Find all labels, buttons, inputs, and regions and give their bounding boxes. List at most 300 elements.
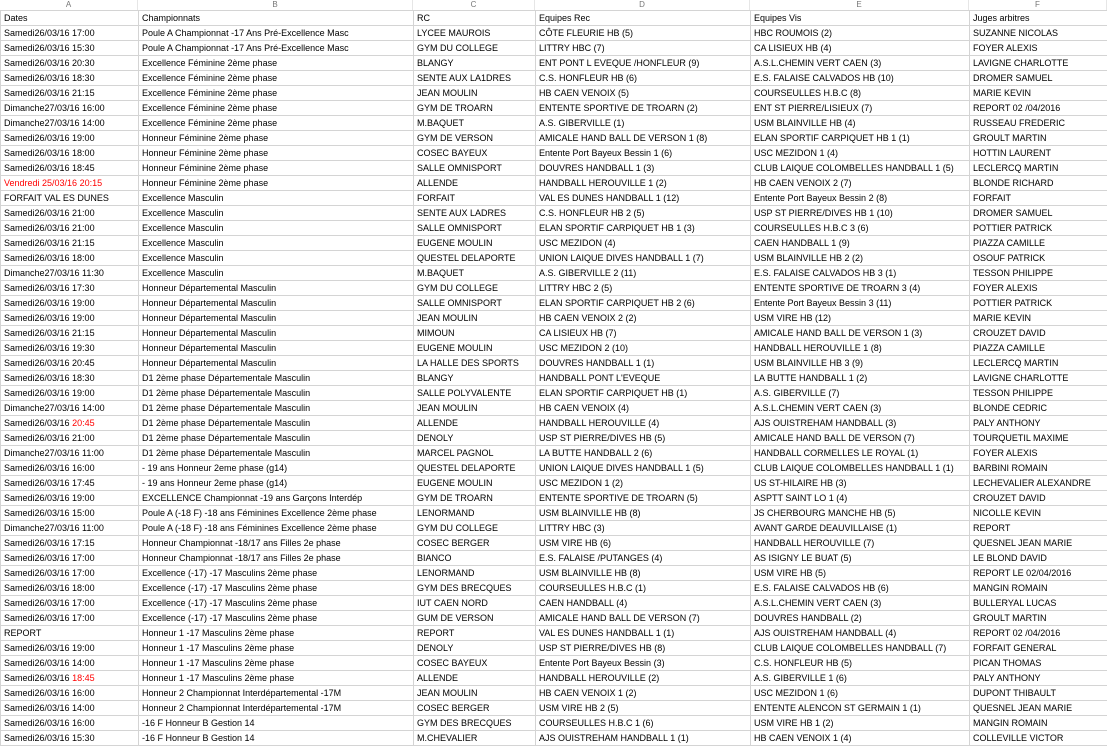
cell-rc[interactable]: JEAN MOULIN (414, 86, 536, 101)
cell-championnat[interactable]: Honneur Départemental Masculin (139, 341, 414, 356)
cell-date[interactable]: Samedi26/03/16 18:45 (1, 161, 139, 176)
cell-equipe-vis[interactable]: HANDBALL HEROUVILLE 1 (8) (751, 341, 970, 356)
cell-rc[interactable]: DENOLY (414, 431, 536, 446)
cell-equipe-vis[interactable]: CAEN HANDBALL 1 (9) (751, 236, 970, 251)
cell-juges[interactable]: NICOLLE KEVIN (970, 506, 1107, 521)
cell-equipe-vis[interactable]: ENT ST PIERRE/LISIEUX (7) (751, 101, 970, 116)
cell-date[interactable]: REPORT (1, 626, 139, 641)
cell-equipe-rec[interactable]: COURSEULLES H.B.C 1 (6) (536, 716, 751, 731)
cell-juges[interactable]: DROMER SAMUEL (970, 71, 1107, 86)
cell-juges[interactable]: POTTIER PATRICK (970, 221, 1107, 236)
cell-rc[interactable]: ALLENDE (414, 176, 536, 191)
cell-rc[interactable]: M.BAQUET (414, 266, 536, 281)
cell-equipe-vis[interactable]: AJS OUISTREHAM HANDBALL (3) (751, 416, 970, 431)
cell-rc[interactable]: JEAN MOULIN (414, 401, 536, 416)
cell-championnat[interactable]: Honneur 2 Championnat Interdépartemental -17M (139, 686, 414, 701)
cell-equipe-vis[interactable]: USM VIRE HB (12) (751, 311, 970, 326)
cell-equipe-rec[interactable]: USC MEZIDON 1 (2) (536, 476, 751, 491)
cell-juges[interactable]: MANGIN ROMAIN (970, 716, 1107, 731)
cell-equipe-vis[interactable]: A.S.L.CHEMIN VERT CAEN (3) (751, 56, 970, 71)
cell-equipe-rec[interactable]: USM VIRE HB 2 (5) (536, 701, 751, 716)
cell-championnat[interactable]: Excellence (-17) -17 Masculins 2ème phase (139, 596, 414, 611)
cell-championnat[interactable]: D1 2ème phase Départementale Masculin (139, 431, 414, 446)
cell-date[interactable]: Samedi26/03/16 18:00 (1, 146, 139, 161)
cell-equipe-vis[interactable]: C.S. HONFLEUR HB (5) (751, 656, 970, 671)
cell-championnat[interactable]: Excellence Féminine 2ème phase (139, 86, 414, 101)
cell-juges[interactable]: LECHEVALIER ALEXANDRE (970, 476, 1107, 491)
cell-equipe-vis[interactable]: USC MEZIDON 1 (6) (751, 686, 970, 701)
cell-rc[interactable]: GUM DE VERSON (414, 611, 536, 626)
cell-date[interactable]: Samedi26/03/16 17:00 (1, 26, 139, 41)
cell-rc[interactable]: SALLE POLYVALENTE (414, 386, 536, 401)
cell-rc[interactable]: BLANGY (414, 371, 536, 386)
cell-equipe-vis[interactable]: A.S.L.CHEMIN VERT CAEN (3) (751, 596, 970, 611)
cell-championnat[interactable]: -16 F Honneur B Gestion 14 (139, 731, 414, 746)
cell-equipe-vis[interactable]: ASPTT SAINT LO 1 (4) (751, 491, 970, 506)
cell-equipe-vis[interactable]: US ST-HILAIRE HB (3) (751, 476, 970, 491)
cell-date[interactable]: Samedi26/03/16 15:00 (1, 506, 139, 521)
header-equipes-vis[interactable]: Equipes Vis (751, 11, 970, 26)
cell-championnat[interactable]: Honneur Départemental Masculin (139, 311, 414, 326)
cell-equipe-rec[interactable]: AMICALE HAND BALL DE VERSON 1 (8) (536, 131, 751, 146)
cell-rc[interactable]: SENTE AUX LADRES (414, 206, 536, 221)
cell-championnat[interactable]: Excellence Féminine 2ème phase (139, 71, 414, 86)
cell-date[interactable]: Samedi26/03/16 19:00 (1, 131, 139, 146)
cell-championnat[interactable]: Poule A Championnat -17 Ans Pré-Excellence Masc (139, 41, 414, 56)
column-letter-b[interactable]: B (138, 0, 413, 10)
cell-equipe-rec[interactable]: UNION LAIQUE DIVES HANDBALL 1 (7) (536, 251, 751, 266)
cell-juges[interactable]: DUPONT THIBAULT (970, 686, 1107, 701)
cell-date[interactable]: Samedi26/03/16 17:00 (1, 566, 139, 581)
cell-equipe-vis[interactable]: USM BLAINVILLE HB (4) (751, 116, 970, 131)
cell-equipe-rec[interactable]: USP ST PIERRE/DIVES HB (5) (536, 431, 751, 446)
cell-rc[interactable]: GYM DES BRECQUES (414, 716, 536, 731)
cell-date[interactable]: Samedi26/03/16 21:00 (1, 431, 139, 446)
cell-rc[interactable]: GYM DES BRECQUES (414, 581, 536, 596)
cell-rc[interactable]: GYM DU COLLEGE (414, 41, 536, 56)
cell-championnat[interactable]: Honneur Féminine 2ème phase (139, 131, 414, 146)
cell-juges[interactable]: REPORT 02 /04/2016 (970, 101, 1107, 116)
cell-championnat[interactable]: Honneur Départemental Masculin (139, 281, 414, 296)
cell-championnat[interactable]: Honneur Départemental Masculin (139, 326, 414, 341)
cell-date[interactable]: Samedi26/03/16 16:00 (1, 461, 139, 476)
column-letter-c[interactable]: C (413, 0, 535, 10)
cell-date[interactable]: Samedi26/03/16 17:45 (1, 476, 139, 491)
cell-equipe-rec[interactable]: AMICALE HAND BALL DE VERSON (7) (536, 611, 751, 626)
cell-rc[interactable]: COSEC BAYEUX (414, 146, 536, 161)
cell-equipe-vis[interactable]: CLUB LAIQUE COLOMBELLES HANDBALL (7) (751, 641, 970, 656)
cell-equipe-vis[interactable]: ELAN SPORTIF CARPIQUET HB 1 (1) (751, 131, 970, 146)
cell-equipe-vis[interactable]: AVANT GARDE DEAUVILLAISE (1) (751, 521, 970, 536)
cell-equipe-vis[interactable]: USM VIRE HB (5) (751, 566, 970, 581)
cell-date[interactable]: Dimanche27/03/16 14:00 (1, 116, 139, 131)
cell-rc[interactable]: GYM DE TROARN (414, 491, 536, 506)
cell-rc[interactable]: COSEC BAYEUX (414, 656, 536, 671)
cell-equipe-vis[interactable]: A.S. GIBERVILLE (7) (751, 386, 970, 401)
cell-equipe-rec[interactable]: HANDBALL HEROUVILLE (2) (536, 671, 751, 686)
cell-juges[interactable]: LAVIGNE CHARLOTTE (970, 56, 1107, 71)
cell-rc[interactable]: FORFAIT (414, 191, 536, 206)
cell-championnat[interactable]: Poule A (-18 F) -18 ans Féminines Excellence 2ème phase (139, 506, 414, 521)
cell-championnat[interactable]: D1 2ème phase Départementale Masculin (139, 371, 414, 386)
cell-equipe-rec[interactable]: ENTENTE SPORTIVE DE TROARN (2) (536, 101, 751, 116)
cell-championnat[interactable]: D1 2ème phase Départementale Masculin (139, 416, 414, 431)
cell-juges[interactable]: REPORT LE 02/04/2016 (970, 566, 1107, 581)
header-dates[interactable]: Dates (1, 11, 139, 26)
cell-date[interactable]: Samedi26/03/16 19:00 (1, 641, 139, 656)
cell-championnat[interactable]: Excellence (-17) -17 Masculins 2ème phase (139, 566, 414, 581)
cell-equipe-vis[interactable]: HBC ROUMOIS (2) (751, 26, 970, 41)
cell-rc[interactable]: COSEC BERGER (414, 536, 536, 551)
cell-equipe-rec[interactable]: HB CAEN VENOIX (5) (536, 86, 751, 101)
cell-juges[interactable]: LECLERCQ MARTIN (970, 161, 1107, 176)
cell-rc[interactable]: DENOLY (414, 641, 536, 656)
cell-date[interactable]: Samedi26/03/16 18:30 (1, 71, 139, 86)
cell-date[interactable]: Samedi26/03/16 16:00 (1, 686, 139, 701)
cell-rc[interactable]: BLANGY (414, 56, 536, 71)
cell-equipe-vis[interactable]: ENTENTE SPORTIVE DE TROARN 3 (4) (751, 281, 970, 296)
cell-championnat[interactable]: D1 2ème phase Départementale Masculin (139, 401, 414, 416)
cell-equipe-vis[interactable]: E.S. FALAISE CALVADOS HB (6) (751, 581, 970, 596)
cell-date[interactable]: Samedi26/03/16 16:00 (1, 716, 139, 731)
cell-championnat[interactable]: Honneur Féminine 2ème phase (139, 176, 414, 191)
column-letter-e[interactable]: E (750, 0, 969, 10)
cell-juges[interactable]: MARIE KEVIN (970, 86, 1107, 101)
cell-rc[interactable]: QUESTEL DELAPORTE (414, 251, 536, 266)
cell-championnat[interactable]: Honneur Féminine 2ème phase (139, 161, 414, 176)
cell-championnat[interactable]: - 19 ans Honneur 2eme phase (g14) (139, 461, 414, 476)
cell-equipe-rec[interactable]: CAEN HANDBALL (4) (536, 596, 751, 611)
cell-equipe-vis[interactable]: HB CAEN VENOIX 1 (4) (751, 731, 970, 746)
cell-date[interactable]: Samedi26/03/16 19:30 (1, 341, 139, 356)
cell-juges[interactable]: OSOUF PATRICK (970, 251, 1107, 266)
cell-date[interactable]: Dimanche27/03/16 11:00 (1, 446, 139, 461)
cell-date[interactable]: Samedi26/03/16 20:45 (1, 356, 139, 371)
cell-rc[interactable]: LYCEE MAUROIS (414, 26, 536, 41)
cell-championnat[interactable]: D1 2ème phase Départementale Masculin (139, 386, 414, 401)
cell-juges[interactable]: QUESNEL JEAN MARIE (970, 536, 1107, 551)
cell-juges[interactable]: CROUZET DAVID (970, 491, 1107, 506)
cell-equipe-vis[interactable]: CA LISIEUX HB (4) (751, 41, 970, 56)
cell-championnat[interactable]: Excellence Féminine 2ème phase (139, 116, 414, 131)
cell-date[interactable]: Samedi26/03/16 17:00 (1, 596, 139, 611)
cell-championnat[interactable]: Honneur Championnat -18/17 ans Filles 2e phase (139, 536, 414, 551)
cell-juges[interactable]: RUSSEAU FREDERIC (970, 116, 1107, 131)
cell-juges[interactable]: TOURQUETIL MAXIME (970, 431, 1107, 446)
cell-rc[interactable]: EUGENE MOULIN (414, 476, 536, 491)
cell-equipe-rec[interactable]: ELAN SPORTIF CARPIQUET HB 1 (3) (536, 221, 751, 236)
cell-equipe-rec[interactable]: Entente Port Bayeux Bessin (3) (536, 656, 751, 671)
cell-equipe-vis[interactable]: E.S. FALAISE CALVADOS HB 3 (1) (751, 266, 970, 281)
cell-equipe-rec[interactable]: ELAN SPORTIF CARPIQUET HB (1) (536, 386, 751, 401)
cell-juges[interactable]: BULLERYAL LUCAS (970, 596, 1107, 611)
header-rc[interactable]: RC (414, 11, 536, 26)
cell-championnat[interactable]: Excellence Masculin (139, 206, 414, 221)
cell-date[interactable]: Samedi26/03/16 21:00 (1, 221, 139, 236)
cell-juges[interactable]: GROULT MARTIN (970, 611, 1107, 626)
cell-rc[interactable]: GYM DE VERSON (414, 131, 536, 146)
cell-equipe-rec[interactable]: VAL ES DUNES HANDBALL 1 (12) (536, 191, 751, 206)
cell-equipe-rec[interactable]: DOUVRES HANDBALL 1 (3) (536, 161, 751, 176)
cell-equipe-vis[interactable]: AS ISIGNY LE BUAT (5) (751, 551, 970, 566)
cell-equipe-vis[interactable]: USM VIRE HB 1 (2) (751, 716, 970, 731)
cell-equipe-rec[interactable]: LA BUTTE HANDBALL 2 (6) (536, 446, 751, 461)
cell-rc[interactable]: EUGENE MOULIN (414, 341, 536, 356)
cell-equipe-vis[interactable]: AMICALE HAND BALL DE VERSON 1 (3) (751, 326, 970, 341)
cell-equipe-rec[interactable]: A.S. GIBERVILLE (1) (536, 116, 751, 131)
cell-championnat[interactable]: D1 2ème phase Départementale Masculin (139, 446, 414, 461)
cell-date[interactable] (1, 671, 139, 686)
cell-juges[interactable]: TESSON PHILIPPE (970, 266, 1107, 281)
cell-equipe-vis[interactable]: COURSEULLES H.B.C 3 (6) (751, 221, 970, 236)
cell-equipe-vis[interactable]: USM BLAINVILLE HB 2 (2) (751, 251, 970, 266)
cell-equipe-vis[interactable]: E.S. FALAISE CALVADOS HB (10) (751, 71, 970, 86)
cell-equipe-vis[interactable]: DOUVRES HANDBALL (2) (751, 611, 970, 626)
cell-equipe-rec[interactable]: UNION LAIQUE DIVES HANDBALL 1 (5) (536, 461, 751, 476)
cell-rc[interactable]: SALLE OMNISPORT (414, 296, 536, 311)
cell-rc[interactable]: IUT CAEN NORD (414, 596, 536, 611)
cell-juges[interactable]: PIAZZA CAMILLE (970, 236, 1107, 251)
cell-juges[interactable]: BARBINI ROMAIN (970, 461, 1107, 476)
cell-championnat[interactable]: Excellence Masculin (139, 266, 414, 281)
cell-equipe-rec[interactable]: AJS OUISTREHAM HANDBALL 1 (1) (536, 731, 751, 746)
cell-rc[interactable]: LENORMAND (414, 506, 536, 521)
cell-championnat[interactable]: Honneur 1 -17 Masculins 2ème phase (139, 641, 414, 656)
cell-rc[interactable]: GYM DU COLLEGE (414, 521, 536, 536)
cell-championnat[interactable]: Honneur Féminine 2ème phase (139, 146, 414, 161)
cell-date[interactable]: Samedi26/03/16 18:00 (1, 581, 139, 596)
cell-equipe-rec[interactable]: Entente Port Bayeux Bessin 1 (6) (536, 146, 751, 161)
cell-equipe-vis[interactable]: COURSEULLES H.B.C (8) (751, 86, 970, 101)
cell-equipe-rec[interactable]: ENT PONT L EVEQUE /HONFLEUR (9) (536, 56, 751, 71)
cell-rc[interactable]: EUGENE MOULIN (414, 236, 536, 251)
cell-date[interactable]: Vendredi 25/03/16 20:15 (1, 176, 139, 191)
cell-equipe-vis[interactable]: AMICALE HAND BALL DE VERSON (7) (751, 431, 970, 446)
cell-equipe-vis[interactable]: HB CAEN VENOIX 2 (7) (751, 176, 970, 191)
cell-championnat[interactable]: Excellence Masculin (139, 251, 414, 266)
cell-rc[interactable]: ALLENDE (414, 416, 536, 431)
cell-championnat[interactable]: Excellence Masculin (139, 221, 414, 236)
cell-equipe-rec[interactable]: USM BLAINVILLE HB (8) (536, 506, 751, 521)
cell-equipe-rec[interactable]: USM BLAINVILLE HB (8) (536, 566, 751, 581)
cell-rc[interactable]: MARCEL PAGNOL (414, 446, 536, 461)
column-letter-f[interactable]: F (969, 0, 1107, 10)
cell-equipe-vis[interactable]: HANDBALL CORMELLES LE ROYAL (1) (751, 446, 970, 461)
cell-juges[interactable]: FOYER ALEXIS (970, 281, 1107, 296)
cell-championnat[interactable]: Excellence Féminine 2ème phase (139, 101, 414, 116)
cell-equipe-rec[interactable]: C.S. HONFLEUR HB 2 (5) (536, 206, 751, 221)
cell-juges[interactable]: BLONDE RICHARD (970, 176, 1107, 191)
cell-equipe-rec[interactable]: LITTRY HBC 2 (5) (536, 281, 751, 296)
cell-date[interactable]: Samedi26/03/16 15:30 (1, 731, 139, 746)
cell-date[interactable]: Dimanche27/03/16 11:30 (1, 266, 139, 281)
cell-date[interactable] (1, 416, 139, 431)
cell-rc[interactable]: LA HALLE DES SPORTS (414, 356, 536, 371)
cell-rc[interactable]: JEAN MOULIN (414, 311, 536, 326)
cell-juges[interactable]: REPORT 02 /04/2016 (970, 626, 1107, 641)
cell-equipe-vis[interactable]: USC MEZIDON 1 (4) (751, 146, 970, 161)
cell-juges[interactable]: MARIE KEVIN (970, 311, 1107, 326)
cell-equipe-rec[interactable]: E.S. FALAISE /PUTANGES (4) (536, 551, 751, 566)
cell-championnat[interactable]: Excellence Féminine 2ème phase (139, 56, 414, 71)
cell-rc[interactable]: LENORMAND (414, 566, 536, 581)
cell-date[interactable]: Samedi26/03/16 20:30 (1, 56, 139, 71)
cell-championnat[interactable]: Honneur 1 -17 Masculins 2ème phase (139, 656, 414, 671)
header-juges-arbitres[interactable]: Juges arbitres (970, 11, 1107, 26)
cell-championnat[interactable]: Excellence Masculin (139, 191, 414, 206)
cell-championnat[interactable]: EXCELLENCE Championnat -19 ans Garçons Interdép (139, 491, 414, 506)
cell-juges[interactable]: FOYER ALEXIS (970, 41, 1107, 56)
cell-date[interactable]: Samedi26/03/16 14:00 (1, 701, 139, 716)
cell-date[interactable]: Dimanche27/03/16 14:00 (1, 401, 139, 416)
cell-championnat[interactable]: -16 F Honneur B Gestion 14 (139, 716, 414, 731)
header-championnats[interactable]: Championnats (139, 11, 414, 26)
cell-date[interactable]: Samedi26/03/16 19:00 (1, 311, 139, 326)
cell-equipe-vis[interactable]: HANDBALL HEROUVILLE (7) (751, 536, 970, 551)
cell-equipe-vis[interactable]: A.S.L.CHEMIN VERT CAEN (3) (751, 401, 970, 416)
cell-championnat[interactable]: Poule A Championnat -17 Ans Pré-Excellence Masc (139, 26, 414, 41)
cell-date[interactable]: Samedi26/03/16 17:30 (1, 281, 139, 296)
cell-date[interactable]: Samedi26/03/16 19:00 (1, 491, 139, 506)
cell-juges[interactable]: PALY ANTHONY (970, 671, 1107, 686)
cell-equipe-rec[interactable]: ELAN SPORTIF CARPIQUET HB 2 (6) (536, 296, 751, 311)
cell-championnat[interactable]: Honneur Départemental Masculin (139, 296, 414, 311)
cell-equipe-rec[interactable]: LITTRY HBC (3) (536, 521, 751, 536)
cell-rc[interactable]: M.BAQUET (414, 116, 536, 131)
cell-equipe-rec[interactable]: USC MEZIDON (4) (536, 236, 751, 251)
cell-equipe-vis[interactable]: USP ST PIERRE/DIVES HB 1 (10) (751, 206, 970, 221)
cell-juges[interactable]: DROMER SAMUEL (970, 206, 1107, 221)
cell-date[interactable]: Samedi26/03/16 18:30 (1, 371, 139, 386)
cell-juges[interactable]: HOTTIN LAURENT (970, 146, 1107, 161)
cell-date[interactable]: Samedi26/03/16 18:00 (1, 251, 139, 266)
cell-equipe-rec[interactable]: A.S. GIBERVILLE 2 (11) (536, 266, 751, 281)
cell-date[interactable]: Samedi26/03/16 21:15 (1, 236, 139, 251)
cell-equipe-rec[interactable]: HB CAEN VENOIX 1 (2) (536, 686, 751, 701)
cell-equipe-rec[interactable]: USC MEZIDON 2 (10) (536, 341, 751, 356)
cell-date[interactable]: Samedi26/03/16 14:00 (1, 656, 139, 671)
cell-rc[interactable]: M.CHEVALIER (414, 731, 536, 746)
cell-juges[interactable]: COLLEVILLE VICTOR (970, 731, 1107, 746)
cell-rc[interactable]: JEAN MOULIN (414, 686, 536, 701)
cell-date[interactable]: Samedi26/03/16 21:15 (1, 326, 139, 341)
cell-date[interactable]: Dimanche27/03/16 11:00 (1, 521, 139, 536)
cell-date[interactable]: Samedi26/03/16 15:30 (1, 41, 139, 56)
cell-championnat[interactable]: Honneur Départemental Masculin (139, 356, 414, 371)
cell-rc[interactable]: REPORT (414, 626, 536, 641)
cell-equipe-rec[interactable]: DOUVRES HANDBALL 1 (1) (536, 356, 751, 371)
cell-championnat[interactable]: Excellence Masculin (139, 236, 414, 251)
cell-juges[interactable]: FORFAIT GENERAL (970, 641, 1107, 656)
cell-championnat[interactable]: - 19 ans Honneur 2eme phase (g14) (139, 476, 414, 491)
cell-juges[interactable]: POTTIER PATRICK (970, 296, 1107, 311)
cell-equipe-vis[interactable]: Entente Port Bayeux Bessin 3 (11) (751, 296, 970, 311)
cell-juges[interactable]: LE BLOND DAVID (970, 551, 1107, 566)
cell-date[interactable]: Samedi26/03/16 21:00 (1, 206, 139, 221)
cell-rc[interactable]: SALLE OMNISPORT (414, 161, 536, 176)
cell-equipe-rec[interactable]: CA LISIEUX HB (7) (536, 326, 751, 341)
cell-equipe-rec[interactable]: HANDBALL HEROUVILLE 1 (2) (536, 176, 751, 191)
cell-equipe-rec[interactable]: LITTRY HBC (7) (536, 41, 751, 56)
cell-equipe-rec[interactable]: C.S. HONFLEUR HB (6) (536, 71, 751, 86)
cell-juges[interactable]: LECLERCQ MARTIN (970, 356, 1107, 371)
cell-rc[interactable]: ALLENDE (414, 671, 536, 686)
cell-equipe-rec[interactable]: HB CAEN VENOIX (4) (536, 401, 751, 416)
cell-date[interactable]: Dimanche27/03/16 16:00 (1, 101, 139, 116)
cell-equipe-vis[interactable]: CLUB LAIQUE COLOMBELLES HANDBALL 1 (5) (751, 161, 970, 176)
cell-equipe-rec[interactable]: ENTENTE SPORTIVE DE TROARN (5) (536, 491, 751, 506)
cell-rc[interactable]: GYM DE TROARN (414, 101, 536, 116)
cell-rc[interactable]: MIMOUN (414, 326, 536, 341)
cell-equipe-rec[interactable]: VAL ES DUNES HANDBALL 1 (1) (536, 626, 751, 641)
cell-date[interactable]: Samedi26/03/16 19:00 (1, 296, 139, 311)
cell-juges[interactable]: QUESNEL JEAN MARIE (970, 701, 1107, 716)
cell-juges[interactable]: PICAN THOMAS (970, 656, 1107, 671)
cell-equipe-rec[interactable]: USP ST PIERRE/DIVES HB (8) (536, 641, 751, 656)
cell-equipe-rec[interactable]: HANDBALL HEROUVILLE (4) (536, 416, 751, 431)
cell-date[interactable]: Samedi26/03/16 19:00 (1, 386, 139, 401)
cell-juges[interactable]: BLONDE CEDRIC (970, 401, 1107, 416)
cell-championnat[interactable]: Honneur Championnat -18/17 ans Filles 2e phase (139, 551, 414, 566)
cell-rc[interactable]: SENTE AUX LA1DRES (414, 71, 536, 86)
cell-date[interactable]: Samedi26/03/16 17:15 (1, 536, 139, 551)
cell-equipe-rec[interactable]: USM VIRE HB (6) (536, 536, 751, 551)
cell-championnat[interactable]: Honneur 1 -17 Masculins 2ème phase (139, 671, 414, 686)
cell-equipe-vis[interactable]: Entente Port Bayeux Bessin 2 (8) (751, 191, 970, 206)
cell-juges[interactable]: MANGIN ROMAIN (970, 581, 1107, 596)
cell-rc[interactable]: BIANCO (414, 551, 536, 566)
cell-juges[interactable]: REPORT (970, 521, 1107, 536)
cell-equipe-vis[interactable]: A.S. GIBERVILLE 1 (6) (751, 671, 970, 686)
cell-date[interactable]: Samedi26/03/16 17:00 (1, 551, 139, 566)
cell-equipe-vis[interactable]: USM BLAINVILLE HB 3 (9) (751, 356, 970, 371)
cell-equipe-rec[interactable]: HANDBALL PONT L'EVEQUE (536, 371, 751, 386)
cell-rc[interactable]: SALLE OMNISPORT (414, 221, 536, 236)
cell-equipe-rec[interactable]: CÔTE FLEURIE HB (5) (536, 26, 751, 41)
cell-rc[interactable]: COSEC BERGER (414, 701, 536, 716)
cell-juges[interactable]: LAVIGNE CHARLOTTE (970, 371, 1107, 386)
column-letter-a[interactable]: A (0, 0, 138, 10)
column-letter-d[interactable]: D (535, 0, 750, 10)
cell-juges[interactable]: FORFAIT (970, 191, 1107, 206)
cell-equipe-rec[interactable]: COURSEULLES H.B.C (1) (536, 581, 751, 596)
cell-equipe-vis[interactable]: ENTENTE ALENCON ST GERMAIN 1 (1) (751, 701, 970, 716)
cell-juges[interactable]: FOYER ALEXIS (970, 446, 1107, 461)
cell-equipe-vis[interactable]: CLUB LAIQUE COLOMBELLES HANDBALL 1 (1) (751, 461, 970, 476)
cell-juges[interactable]: GROULT MARTIN (970, 131, 1107, 146)
cell-juges[interactable]: CROUZET DAVID (970, 326, 1107, 341)
cell-date[interactable]: Samedi26/03/16 17:00 (1, 611, 139, 626)
cell-rc[interactable]: GYM DU COLLEGE (414, 281, 536, 296)
cell-equipe-vis[interactable]: JS CHERBOURG MANCHE HB (5) (751, 506, 970, 521)
cell-championnat[interactable]: Honneur 1 -17 Masculins 2ème phase (139, 626, 414, 641)
cell-equipe-rec[interactable]: HB CAEN VENOIX 2 (2) (536, 311, 751, 326)
cell-championnat[interactable]: Honneur 2 Championnat Interdépartemental -17M (139, 701, 414, 716)
cell-juges[interactable]: TESSON PHILIPPE (970, 386, 1107, 401)
cell-date[interactable]: Samedi26/03/16 21:15 (1, 86, 139, 101)
cell-equipe-vis[interactable]: AJS OUISTREHAM HANDBALL (4) (751, 626, 970, 641)
cell-juges[interactable]: PALY ANTHONY (970, 416, 1107, 431)
cell-championnat[interactable]: Poule A (-18 F) -18 ans Féminines Excellence 2ème phase (139, 521, 414, 536)
cell-rc[interactable]: QUESTEL DELAPORTE (414, 461, 536, 476)
cell-championnat[interactable]: Excellence (-17) -17 Masculins 2ème phase (139, 611, 414, 626)
header-equipes-rec[interactable]: Equipes Rec (536, 11, 751, 26)
cell-juges[interactable]: PIAZZA CAMILLE (970, 341, 1107, 356)
cell-equipe-vis[interactable]: LA BUTTE HANDBALL 1 (2) (751, 371, 970, 386)
cell-date[interactable]: FORFAIT VAL ES DUNES (1, 191, 139, 206)
cell-championnat[interactable]: Excellence (-17) -17 Masculins 2ème phase (139, 581, 414, 596)
cell-juges[interactable]: SUZANNE NICOLAS (970, 26, 1107, 41)
